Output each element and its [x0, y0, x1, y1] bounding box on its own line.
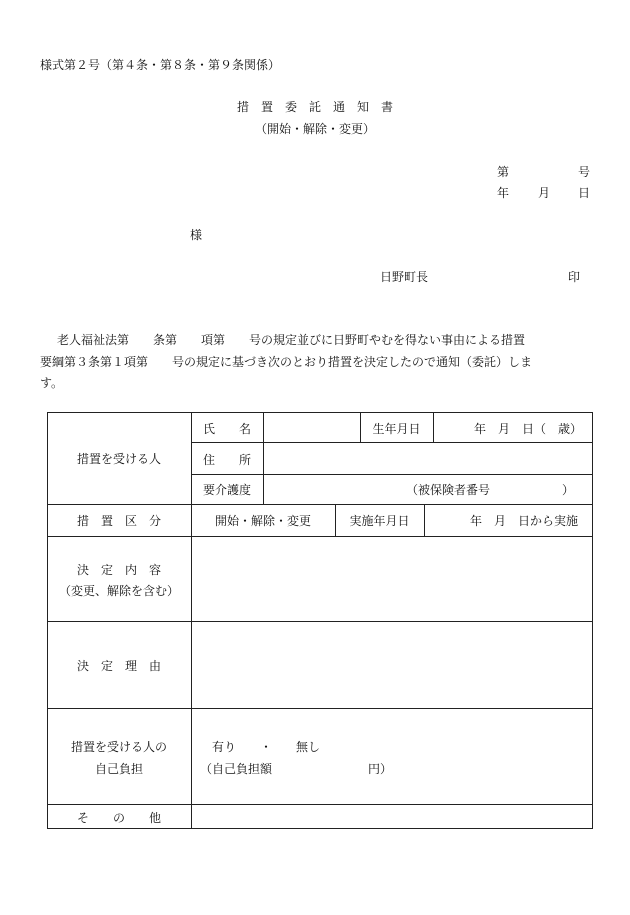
burden-label-line1: 措置を受ける人の: [70, 740, 167, 754]
form-id: 様式第２号（第４条・第８条・第９条関係）: [40, 58, 281, 72]
number-suffix: 号: [578, 165, 591, 179]
body-text-line1: 老人福祉法第 条第 項第 号の規定並びに日野町やむを得ない事由による措置: [57, 333, 526, 347]
recipient-label: 措置を受ける人: [76, 452, 161, 466]
name-label: 氏 名: [202, 422, 251, 436]
implementation-value: 年 月 日から実施: [469, 514, 578, 528]
date-year: 年: [497, 186, 510, 200]
body-text-line3: す。: [40, 376, 64, 390]
category-label: 措 置 区 分: [76, 514, 161, 528]
burden-amount: （自己負担額 円）: [200, 762, 393, 776]
address-label: 住 所: [202, 453, 251, 467]
decision-label-line1: 決 定 内 容: [76, 563, 161, 577]
number-prefix: 第: [497, 165, 510, 179]
category-value: 開始・解除・変更: [214, 514, 311, 528]
seal-mark: 印: [568, 270, 581, 284]
insured-number: （被保険者番号 ）: [405, 483, 574, 497]
date-day: 日: [578, 186, 591, 200]
other-label: そ の 他: [76, 811, 161, 825]
decision-label-line2: （変更、解除を含む）: [58, 584, 179, 598]
reason-label: 決 定 理 由: [76, 659, 161, 673]
birthdate-label: 生年月日: [372, 422, 421, 436]
burden-choice: 有り ・ 無し: [212, 740, 321, 754]
body-text-line2: 要綱第３条第１項第 号の規定に基づき次のとおり措置を決定したので通知（委託）しま: [40, 355, 533, 369]
document-title: 措 置 委 託 通 知 書: [236, 100, 393, 114]
document-subtitle: （開始・解除・変更）: [254, 122, 375, 136]
implementation-label: 実施年月日: [349, 514, 410, 528]
addressee-suffix: 様: [190, 228, 203, 242]
burden-label-line2: 自己負担: [94, 762, 143, 776]
date-month: 月: [538, 186, 551, 200]
care-level-label: 要介護度: [202, 483, 251, 497]
issuer-title: 日野町長: [380, 270, 429, 284]
birthdate-value: 年 月 日（ 歳）: [473, 422, 582, 436]
